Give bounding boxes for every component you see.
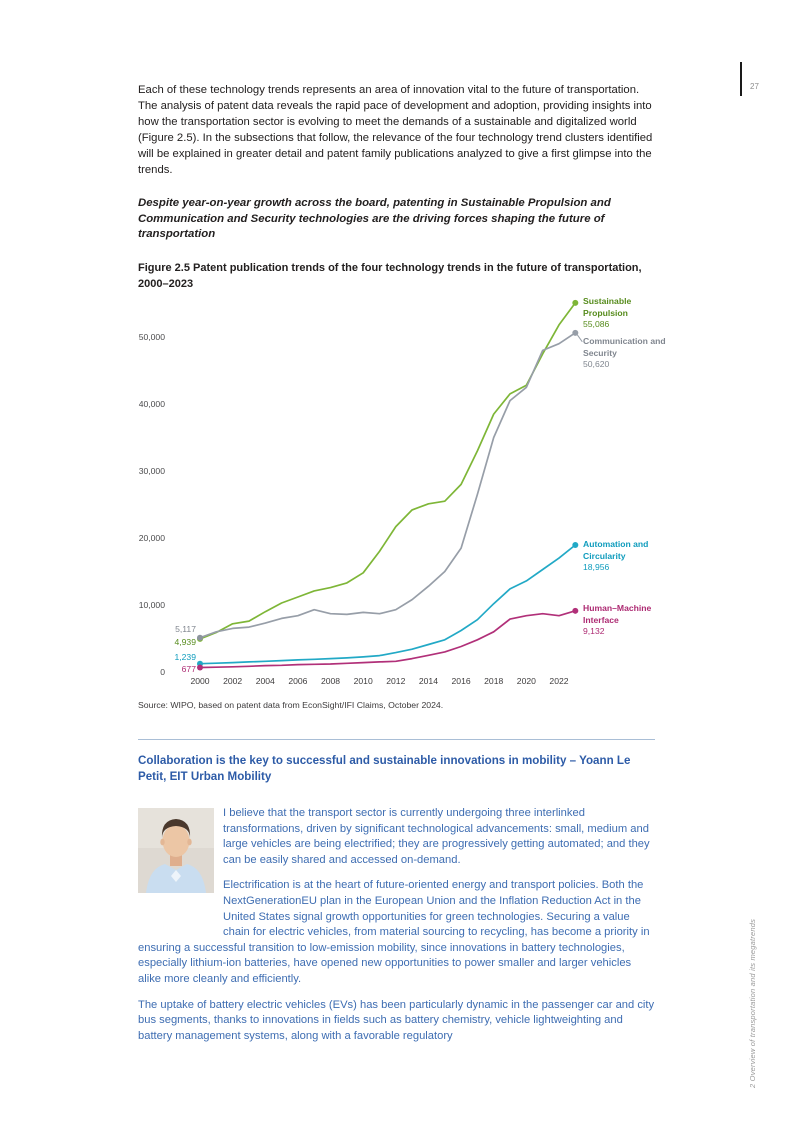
series-name: Automation and Circularity [583, 539, 649, 561]
series-end-value: 55,086 [583, 319, 610, 329]
svg-text:2018: 2018 [484, 676, 504, 686]
svg-text:0: 0 [160, 667, 165, 677]
svg-text:2006: 2006 [288, 676, 308, 686]
series-label-human-machine-interface [583, 603, 669, 638]
series-label-communication-and-security [583, 336, 669, 371]
series-name: Human–Machine Interface [583, 603, 652, 625]
chapter-side-label: 2 Overview of transportation and its megatrends [748, 918, 757, 1088]
svg-text:30,000: 30,000 [138, 466, 165, 476]
svg-text:2004: 2004 [255, 676, 275, 686]
portrait-photo [138, 808, 214, 893]
series-name: Sustainable Propulsion [583, 296, 632, 318]
series-end-value: 50,620 [583, 359, 610, 369]
quote-paragraph-2: Electrification is at the heart of future-oriented energy and transport policies. Both the NextGenerationEU plan in the European Union and the Inflation Reduction Act in the United States signal growth opportunities for green technologies. Securing a value chain for electric vehicles, from material sourcing to recycling, has become a priority in ensuring a successful transition to low-emission mobility, since innovations in battery technologies, especially lithium-ion batteries, have opened new opportunities to power smaller and larger vehicles alike more cleanly and efficiently. [138, 879, 650, 985]
svg-text:40,000: 40,000 [138, 399, 165, 409]
svg-text:2016: 2016 [451, 676, 471, 686]
svg-text:50,000: 50,000 [138, 332, 165, 342]
figure-2-5-chart [138, 295, 683, 693]
svg-text:2008: 2008 [320, 676, 341, 686]
figure-source: Source: WIPO, based on patent data from EconSight/IFI Claims, October 2024. [138, 700, 444, 710]
svg-text:2012: 2012 [386, 676, 406, 686]
svg-text:2000: 2000 [190, 676, 210, 686]
page-number: 27 [750, 82, 759, 91]
svg-text:4,939: 4,939 [174, 637, 196, 647]
svg-text:2010: 2010 [353, 676, 373, 686]
quote-body [138, 806, 656, 1054]
section-divider [138, 739, 655, 740]
series-end-value: 18,956 [583, 562, 610, 572]
lead-heading: Despite year-on-year growth across the board, patenting in Sustainable Propulsion and Communication and Security technologies are the driving forces shaping the future of transportation [138, 197, 611, 241]
svg-text:2014: 2014 [418, 676, 439, 686]
svg-text:2020: 2020 [516, 676, 536, 686]
series-end-value: 9,132 [583, 626, 605, 636]
svg-text:20,000: 20,000 [138, 533, 165, 543]
corner-crop-mark [740, 62, 742, 96]
svg-text:10,000: 10,000 [138, 600, 165, 610]
svg-text:5,117: 5,117 [175, 624, 196, 634]
svg-text:2002: 2002 [223, 676, 243, 686]
svg-text:2022: 2022 [549, 676, 569, 686]
series-label-sustainable-propulsion [583, 296, 669, 331]
quote-paragraph-3: The uptake of battery electric vehicles (EVs) has been particularly dynamic in the passenger car and city bus segments, thanks to innovations in fields such as battery chemistry, vehicle lightweighting and battery management systems, along with a favorable regulatory [138, 998, 655, 1042]
intro-paragraph: Each of these technology trends represents an area of innovation vital to the future of transportation. The analysis of patent data reveals the rapid pace of development and adoption, providing insights into how the transportation sector is evolving to meet the demands of a sustainable and digitalized world (Figure 2.5). In the subsections that follow, the relevance of the four technology trend clusters identified will be explained in greater detail and patent family publications analyzed to give a first glimpse into the trends. [138, 84, 653, 176]
svg-text:677: 677 [181, 664, 196, 674]
svg-text:1,239: 1,239 [174, 652, 196, 662]
quote-paragraph-1: I believe that the transport sector is currently undergoing three interlinked transformations, driven by significant technological advancements: small, medium and large vehicles are being electrified; they are progressively getting automated; and they can be easily shared and accessed on-demand. [223, 807, 650, 866]
figure-caption: Figure 2.5 Patent publication trends of the four technology trends in the future of transportation, 2000–2023 [138, 262, 642, 290]
quote-heading: Collaboration is the key to successful and sustainable innovations in mobility – Yoann Le Petit, EIT Urban Mobility [138, 754, 631, 783]
series-name: Communication and Security [583, 336, 666, 358]
series-label-automation-and-circularity [583, 539, 669, 574]
